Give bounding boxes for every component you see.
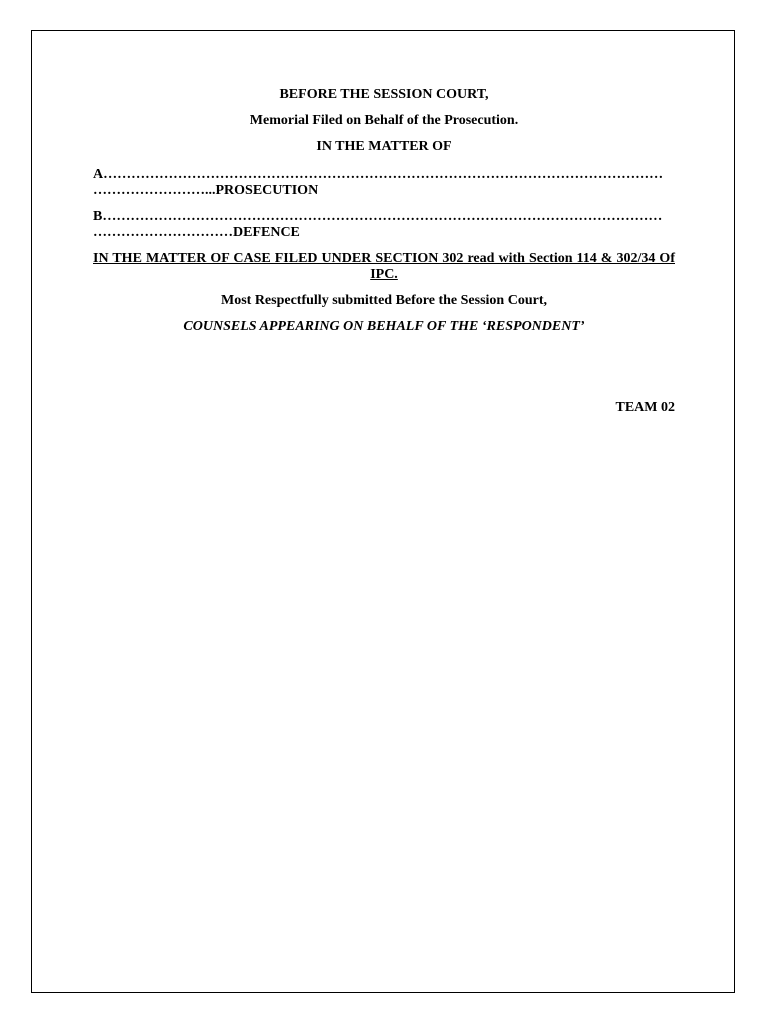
- team-label: TEAM 02: [615, 400, 675, 415]
- case-filed-heading: IN THE MATTER OF CASE FILED UNDER SECTION 302 read with Section 114 & 302/34 Of IPC.: [93, 251, 675, 282]
- party-b-line2: …………………………DEFENCE: [93, 225, 300, 240]
- memorial-subtitle: Memorial Filed on Behalf of the Prosecution.: [249, 113, 519, 128]
- party-b-line1: B…………………………………………………………………………………………………………: [93, 209, 663, 224]
- party-a-line2: ……………………...PROSECUTION: [93, 183, 319, 198]
- party-a-line1: A…………………………………………………………………………………………………………: [93, 167, 664, 182]
- party-a-block: [93, 167, 675, 199]
- party-b-block: [93, 209, 675, 241]
- submitted-line: Most Respectfully submitted Before the Session Court,: [221, 293, 547, 308]
- court-title: BEFORE THE SESSION COURT,: [279, 87, 489, 102]
- matter-of-heading: IN THE MATTER OF: [316, 139, 452, 154]
- memorial-cover: [93, 87, 675, 415]
- counsels-line: COUNSELS APPEARING ON BEHALF OF THE ‘RESPONDENT’: [183, 319, 585, 334]
